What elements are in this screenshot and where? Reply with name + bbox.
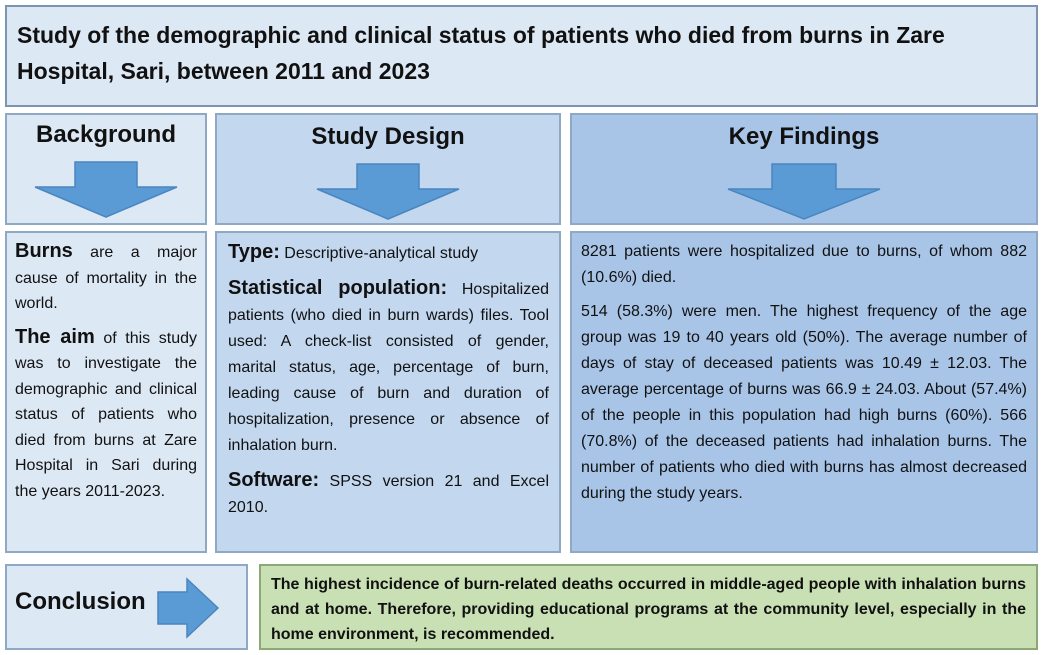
conclusion-text: The highest incidence of burn-related deaths occurred in middle-aged people with inhalation burns and at home. Therefore, providing educational programs at the community level, especially in the home environment, is recommended. xyxy=(271,576,1026,643)
key-findings-heading: Key Findings xyxy=(728,123,880,150)
key-findings-text xyxy=(581,239,1027,515)
background-heading: Background xyxy=(35,121,176,148)
findings-paragraph-2: 514 (58.3%) were men. The highest frequency of the age group was 19 to 40 years old (50%). The average number of days of stay of deceased patients was 10.49 ± 12.03. The average percentage of burns was 66.9 ± 24.03. About (57.4%) of the people in this population had high burns (60%). 566 (70.8%) of the deceased patients had inhalation burns. The number of patients who died with burns has almost decreased during the study years. xyxy=(581,303,1027,502)
down-arrow-icon xyxy=(31,159,181,219)
conclusion-text-box xyxy=(259,564,1038,650)
study-design-heading: Study Design xyxy=(311,123,465,150)
background-text xyxy=(15,239,197,512)
background-header xyxy=(5,113,207,225)
key-findings-header xyxy=(570,113,1038,225)
down-arrow-icon xyxy=(724,161,884,221)
type-paragraph: Type: Descriptive-analytical study xyxy=(228,241,479,263)
title-box xyxy=(5,5,1038,107)
study-design-text xyxy=(228,239,549,529)
right-arrow-icon xyxy=(155,576,221,640)
aim-paragraph: The aim of this study was to investigate the demographic and clinical status of patients who died from burns at Zare Hospital in Sari during the years 2011-2023. xyxy=(15,325,197,500)
background-body xyxy=(5,231,207,553)
population-paragraph: Statistical population: Hospitalized patients (who died in burn wards) files. Tool used: A check-list consisted of gender, marital status, age, percentage of burn, leading cause of burn and duration of hospitalization, presence or absence of inhalation burn. xyxy=(228,277,549,454)
study-design-header xyxy=(215,113,561,225)
key-findings-body xyxy=(570,231,1038,553)
conclusion-label-box xyxy=(5,564,248,650)
findings-paragraph-1: 8281 patients were hospitalized due to burns, of whom 882 (10.6%) died. xyxy=(581,243,1027,286)
conclusion-heading: Conclusion xyxy=(15,588,146,615)
software-paragraph: Software: SPSS version 21 and Excel 2010. xyxy=(228,469,549,516)
down-arrow-icon xyxy=(313,161,463,221)
burns-paragraph: Burns are a major cause of mortality in the world. xyxy=(15,240,197,312)
study-design-body xyxy=(215,231,561,553)
page-title: Study of the demographic and clinical status of patients who died from burns in Zare Hospital, Sari, between 2011 and 2023 xyxy=(17,22,945,84)
